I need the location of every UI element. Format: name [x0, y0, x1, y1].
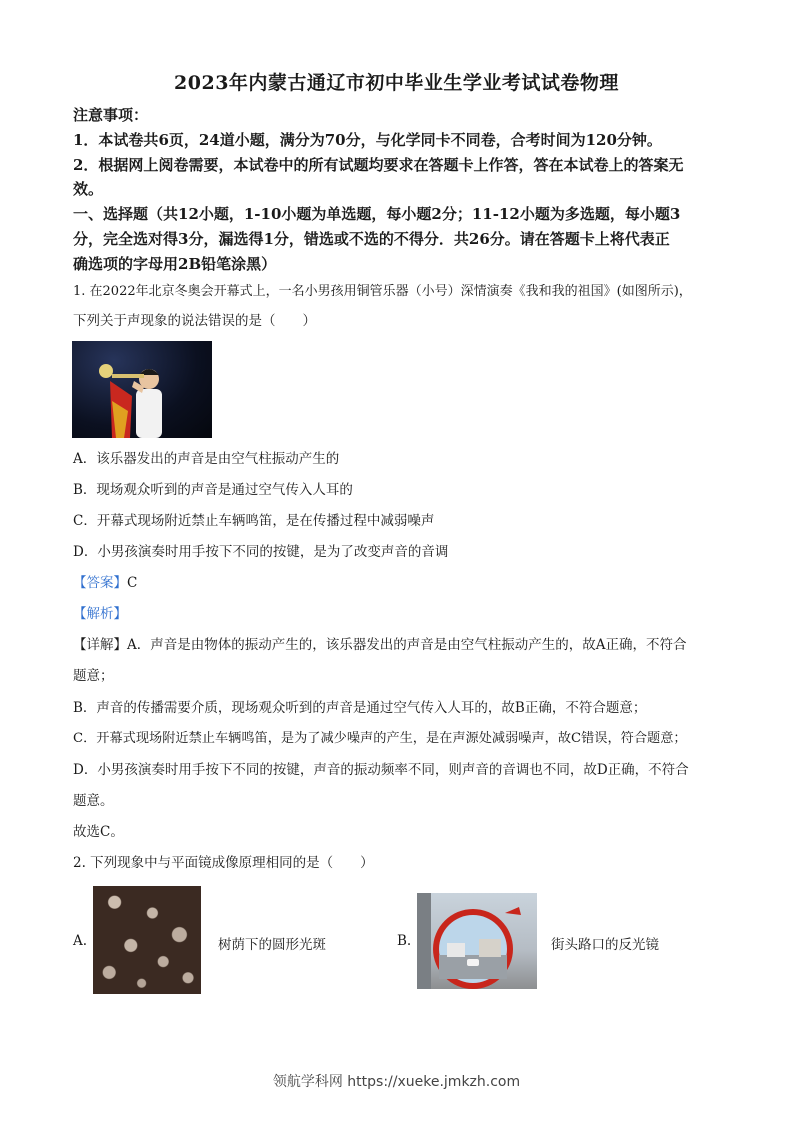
q1-detail-line-1: 【详解】A．声音是由物体的振动产生的，该乐器发出的声音是由空气柱振动产生的，故A正确，不符合: [73, 637, 687, 653]
q2-option-b-caption: 街头路口的反光镜: [551, 937, 659, 953]
convex-mirror-illustration: [417, 893, 537, 989]
q1-stem-line-2: 下列关于声现象的说法错误的是（ ）: [73, 313, 316, 329]
q1-detail-line-7: 故选C。: [73, 824, 124, 840]
convex-mirror-image: [417, 893, 537, 989]
notice-item-1: 1．本试卷共6页，24道小题，满分为70分，与化学同卡不同卷，合考时间为120分钟。: [73, 131, 662, 149]
q1-analysis: [73, 604, 733, 624]
section1-line-2: 分，完全选对得3分，漏选得1分，错选或不选的不得分．共26分。请在答题卡上将代表正: [73, 230, 670, 248]
tree-shade-light-spots-image: [93, 886, 201, 994]
exam-title: 2023年内蒙古通辽市初中毕业生学业考试试卷物理: [174, 72, 619, 94]
analysis-label: 【解析】: [73, 606, 127, 622]
q1-detail-line-4: C．开幕式现场附近禁止车辆鸣笛，是为了减少噪声的产生，是在声源处减弱噪声，故C错误，符合题意；: [73, 731, 687, 746]
section1-line-1: 一、选择题（共12小题，1-10小题为单选题，每小题2分；11-12小题为多选题，每小题3: [73, 205, 681, 223]
q1-detail-line-3: B．声音的传播需要介质，现场观众听到的声音是通过空气传入人耳的，故B正确，不符合题意；: [73, 700, 647, 716]
q2-stem: 2. 下列现象中与平面镜成像原理相同的是（ ）: [73, 855, 374, 871]
footer-watermark: 领航学科网 https://xueke.jmkzh.com: [272, 1074, 521, 1090]
q1-stem-line-1: 1. 在2022年北京冬奥会开幕式上，一名小男孩用铜管乐器（小号）深情演奏《我和我的祖国》(如图所示)，: [73, 284, 692, 299]
q1-answer: [73, 573, 733, 593]
answer-value: C: [127, 575, 138, 591]
q1-detail-line-2: 题意；: [73, 668, 114, 684]
answer-label: 【答案】: [73, 575, 127, 591]
q1-detail-line-6: 题意。: [73, 793, 114, 809]
q1-detail-line-5: D．小男孩演奏时用手按下不同的按键，声音的振动频率不同，则声音的音调也不同，故D正确，不符合: [73, 762, 689, 778]
trumpet-player-illustration: [72, 341, 212, 438]
section1-line-3: 确选项的字母用2B铅笔涂黑）: [73, 255, 277, 273]
trumpet-player-image: [72, 341, 212, 438]
q2-option-a-caption: 树荫下的圆形光斑: [218, 937, 326, 953]
q1-option-b: B．现场观众听到的声音是通过空气传入人耳的: [73, 482, 353, 498]
q1-option-c: C．开幕式现场附近禁止车辆鸣笛，是在传播过程中减弱噪声: [73, 513, 435, 529]
q2-option-a-letter: A.: [73, 933, 88, 949]
notice-item-2: 2．根据网上阅卷需要，本试卷中的所有试题均要求在答题卡上作答，答在本试卷上的答案无: [73, 156, 684, 174]
q1-option-a: A．该乐器发出的声音是由空气柱振动产生的: [73, 451, 340, 467]
q1-option-d: D．小男孩演奏时用手按下不同的按键，是为了改变声音的音调: [73, 544, 449, 560]
q2-option-b-letter: B.: [397, 933, 412, 949]
notice-item-2-cont: 效。: [73, 180, 104, 198]
notice-heading: 注意事项：: [73, 106, 149, 124]
